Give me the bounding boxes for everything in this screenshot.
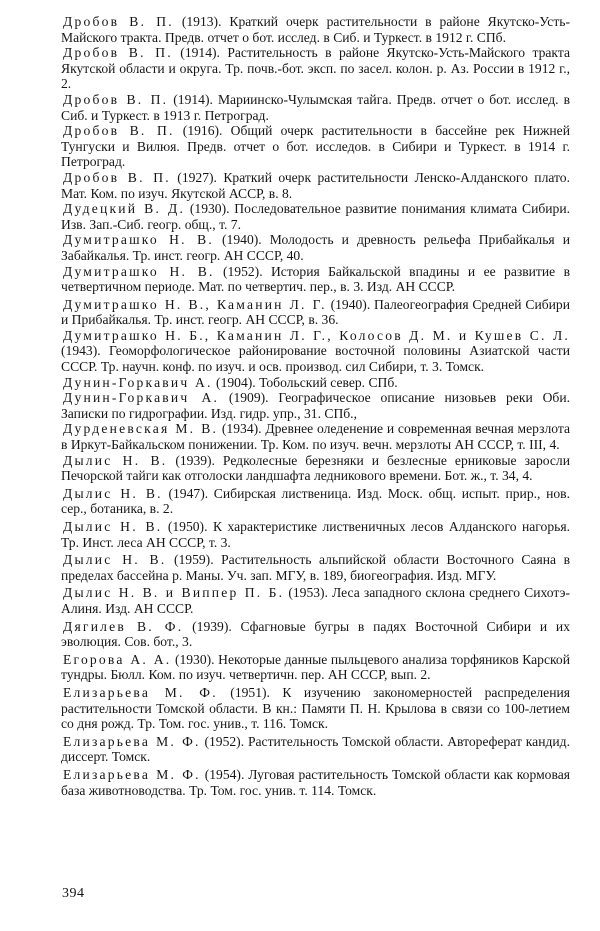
entry-text: (1909). Географическое описание низовьев реки Оби. Записки по гидрографии. Изд. гидр. упр., 31. СПб., bbox=[61, 390, 571, 421]
entry-author: Елизарьева М. Ф. bbox=[63, 733, 201, 749]
bibliography-entry bbox=[61, 123, 570, 170]
entry-author: Дурденевская М. В. bbox=[63, 421, 219, 437]
entry-author: Думитрашко Н. В. bbox=[63, 232, 214, 248]
bibliography-entry bbox=[61, 486, 570, 517]
bibliography-entry bbox=[61, 519, 570, 550]
entry-text: (1940). Молодость и древность рельефа Прибайкалья и Забайкалья. Тр. инст. геогр. АН СССР, 40. bbox=[61, 232, 571, 263]
entry-author: Дробов В. П. bbox=[63, 14, 174, 29]
entry-text: (1954). Луговая растительность Томской области как кормовая база животноводства. Тр. Том. гос. унив. т. 114. Томск. bbox=[61, 766, 570, 798]
entry-author: Елизарьева М. Ф. bbox=[63, 766, 201, 782]
bibliography-entry bbox=[61, 45, 570, 92]
entry-text: (1927). Краткий очерк растительности Ленско-Алданского плато. Мат. Ком. по изуч. Якутской АССР, в. 8. bbox=[61, 169, 570, 201]
bibliography-entry bbox=[61, 232, 570, 263]
bibliography-entry bbox=[61, 201, 570, 232]
entry-text: (1939). Редколесные березняки и безлесные ерниковые заросли Печорской тайги как отголоски ландшафта ледникового времени. Бот. ж., т. 34, 4. bbox=[61, 452, 570, 484]
entry-text: (1934). Древнее оледенение и современная вечная мерзлота в Иркут-Байкальском понижении. Тр. Ком. по изуч. вечн. мерзлоты АН СССР, т. III, 4. bbox=[61, 421, 570, 453]
bibliography-entry bbox=[61, 297, 570, 328]
bibliography-entry bbox=[61, 453, 570, 484]
bibliography-entry bbox=[61, 421, 570, 452]
entry-author: Дягилев В. Ф. bbox=[63, 618, 184, 634]
entry-text: (1914). Растительность в районе Якутско-Усть-Майского тракта Якутской области и округа. Тр. почв.-бот. эксп. по засел. колон. р. Аз. России в 1912 г., 2. bbox=[61, 45, 570, 92]
entry-author: Егорова А. А. bbox=[63, 651, 172, 667]
bibliography-entry bbox=[61, 92, 570, 123]
entry-text: (1940). Палеогеография Средней Сибири и Прибайкалья. Тр. инст. геогр. АН СССР, в. 36. bbox=[61, 296, 570, 328]
entry-text: (1930). Некоторые данные пыльцевого анализа торфяников Карской тундры. Бюлл. Ком. по изуч. четвертичн. пер. АН СССР, вып. 2. bbox=[61, 651, 570, 683]
entry-author: Елизарьева М. Ф. bbox=[63, 684, 218, 700]
entry-author: Думитрашко Н. Б., Каманин Л. Г., Колосов Д. М. и Кушев С. Л. bbox=[63, 327, 570, 343]
entry-text: (1959). Растительность альпийской области Восточного Саяна в пределах бассейна р. Маны. Уч. зап. МГУ, в. 189, биогеография. Изд. МГУ. bbox=[61, 552, 570, 583]
entry-text: (1913). Краткий очерк растительности в районе Якутско-Усть-Майского тракта. Предв. отчет о бот. исслед. в Сиб. и Туркест. в 1912 г. СПб. bbox=[61, 14, 570, 45]
entry-text: (1952). История Байкальской впадины и ее развитие в четвертичном периоде. Мат. по четвертич. пер., в. 3. Изд. АН СССР. bbox=[61, 263, 570, 295]
entry-author: Дылис Н. В. bbox=[63, 519, 163, 534]
entry-author: Думитрашко Н. В. bbox=[63, 263, 215, 279]
entry-author: Дылис Н. В. bbox=[63, 485, 163, 501]
bibliography-entry bbox=[61, 264, 570, 295]
entry-author: Дробов В. П. bbox=[63, 45, 173, 61]
bibliography-entry bbox=[61, 585, 570, 616]
bibliography-entry bbox=[61, 652, 570, 683]
bibliography-entry bbox=[61, 552, 570, 583]
entry-author: Дунин-Горкавич А. bbox=[63, 374, 213, 390]
entry-text: (1939). Сфагновые бугры в падях Восточной Сибири и их эволюция. Сов. бот., 3. bbox=[61, 618, 570, 650]
bibliography-entry bbox=[61, 375, 570, 391]
bibliography-entry bbox=[61, 328, 570, 375]
entry-text: (1947). Сибирская лиственица. Изд. Моск. общ. испыт. прир., нов. сер., ботаника, в. 2. bbox=[61, 485, 570, 517]
entry-author: Думитрашко Н. В., Каманин Л. Г. bbox=[63, 296, 327, 312]
entry-text: (1930). Последовательное развитие понимания климата Сибири. Изв. Зап.-Сиб. геогр. общ., т. 7. bbox=[61, 201, 571, 232]
bibliography-entry bbox=[61, 685, 570, 732]
bibliography-entry bbox=[61, 14, 570, 45]
entry-text: (1950). К характеристике лиственичных лесов Алданского нагорья. Тр. Инст. леса АН СССР, т. 3. bbox=[61, 519, 570, 550]
entry-text: (1904). Тобольский север. СПб. bbox=[212, 374, 398, 390]
entry-text: (1953). Леса западного склона среднего Сихотэ-Алиня. Изд. АН СССР. bbox=[61, 585, 571, 616]
entry-text: (1943). Геоморфологическое районирование восточной половины Азиатской части СССР. Тр. научн. конф. по изуч. и осв. производ. сил Сибири, т. 3. Томск. bbox=[61, 343, 570, 375]
entry-author: Дылис Н. В. bbox=[63, 452, 168, 468]
bibliography-entry bbox=[61, 767, 570, 798]
entry-text: (1952). Растительность Томской области. Автореферат кандид. диссерт. Томск. bbox=[61, 733, 570, 765]
entry-text: (1916). Общий очерк растительности в бассейне рек Нижней Тунгуски и Вилюя. Предв. отчет о бот. исследов. в Сибири и Туркест. в 1914 г. Петроград. bbox=[61, 123, 570, 170]
entry-author: Дунин-Горкавич А. bbox=[63, 390, 220, 406]
entry-text: (1914). Мариинско-Чулымская тайга. Предв. отчет о бот. исслед. в Сиб. и Туркест. в 1913 г. Петроград. bbox=[61, 91, 570, 123]
bibliography-list bbox=[61, 14, 570, 798]
bibliography-entry bbox=[61, 619, 570, 650]
entry-author: Дудецкий В. Д. bbox=[63, 201, 186, 217]
bibliography-entry bbox=[61, 734, 570, 765]
bibliography-entry bbox=[61, 390, 570, 421]
entry-author: Дылис Н. В. bbox=[63, 552, 167, 568]
entry-author: Дробов В. П. bbox=[63, 91, 169, 107]
page-number: 394 bbox=[62, 886, 85, 901]
entry-author: Дылис Н. В. и Виппер П. Б. bbox=[63, 585, 285, 601]
entry-author: Дробов В. П. bbox=[63, 169, 171, 185]
entry-author: Дробов В. П. bbox=[63, 123, 175, 139]
entry-text: (1951). К изучению закономерностей распределения растительности Томской области. В кн.: Памяти П. Н. Крылова в связи со 100-летием со дня рожд. Тр. Том. гос. унив., т. 116. Томск. bbox=[61, 684, 570, 732]
bibliography-entry bbox=[61, 170, 570, 201]
